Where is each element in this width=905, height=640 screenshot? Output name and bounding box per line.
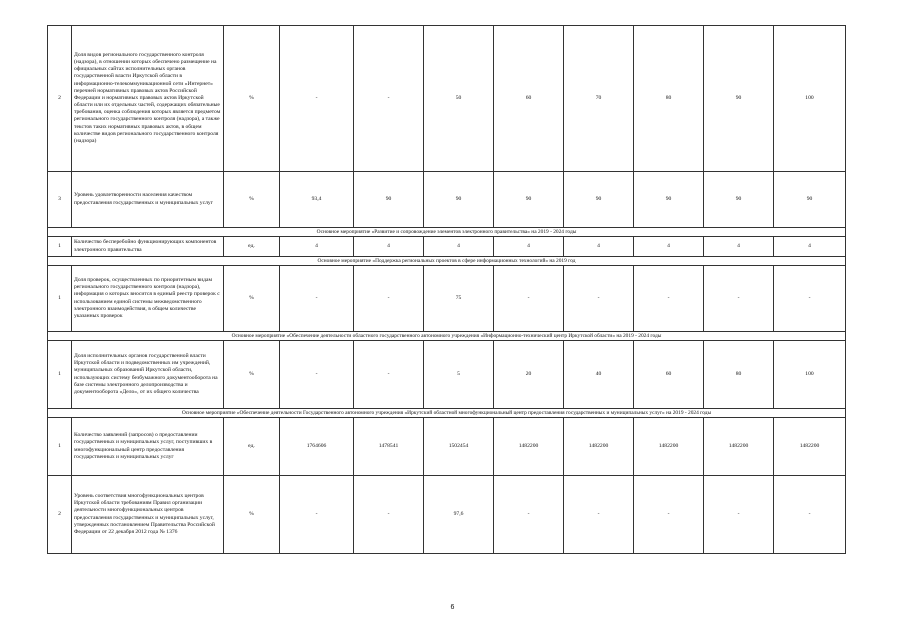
indicator-name-cell: Уровень удовлетворенности населения качеством предоставления государственных и муниципальных услуг [72, 172, 224, 228]
value-cell: 50 [424, 26, 494, 172]
value-cell: 100 [774, 26, 846, 172]
value-cell: 97,6 [424, 476, 494, 554]
table-row [48, 172, 846, 228]
value-cell: 1478541 [354, 418, 424, 476]
value-cell: 90 [634, 172, 704, 228]
value-cell: 5 [424, 341, 494, 409]
value-cell: - [354, 266, 424, 332]
value-cell: 90 [424, 172, 494, 228]
value-cell: 75 [424, 266, 494, 332]
value-cell: 90 [704, 26, 774, 172]
value-cell: 1482200 [774, 418, 846, 476]
value-cell: 93,4 [280, 172, 354, 228]
indicators-table [47, 25, 846, 554]
value-cell: 4 [280, 237, 354, 257]
value-cell: 60 [494, 26, 564, 172]
unit-cell: ед. [224, 418, 280, 476]
unit-cell: % [224, 341, 280, 409]
row-number-cell: 1 [48, 237, 72, 257]
section-title: Основное мероприятие «Поддержка региональных проектов в сфере информационных технологий» на 2019 год [48, 257, 846, 266]
section-header-row [48, 257, 846, 266]
value-cell: 4 [774, 237, 846, 257]
value-cell: - [634, 266, 704, 332]
section-title: Основное мероприятие «Развитие и сопровождение элементов электронного правительства» на 2019 - 2024 годы [48, 228, 846, 237]
value-cell: 1764606 [280, 418, 354, 476]
indicator-name-cell: Доля исполнительных органов государственной власти Иркутской области и подведомственных им учреждений, муниципальных образований Иркутской области, использующих систему безбумажного документооборота на базе системы электронного делопроизводства и документооборота «Дело», от их общего количества [72, 341, 224, 409]
value-cell: 70 [564, 26, 634, 172]
section-title: Основное мероприятие «Обеспечение деятельности Государственного автономного учреждения «Иркутский областной многофункциональный центр предоставления государственных и муниципальных услуг» на 2019 - 2024 годы [48, 409, 846, 418]
indicator-name-cell: Количество заявлений (запросов) о предоставлении государственных и муниципальных услуг, поступивших в многофункциональный центр предоставления государственных и муниципальных услуг [72, 418, 224, 476]
value-cell: 20 [494, 341, 564, 409]
value-cell: - [564, 266, 634, 332]
value-cell: 1482200 [634, 418, 704, 476]
unit-cell: % [224, 172, 280, 228]
value-cell: 4 [634, 237, 704, 257]
value-cell: - [704, 476, 774, 554]
unit-cell: % [224, 266, 280, 332]
indicator-name-cell: Доля видов регионального государственного контроля (надзора), в отношении которых обеспечено размещение на официальных сайтах исполнительных органов государственной власти Иркутской области в информационно-телекоммуникационной сети «Интернет» перечней нормативных правовых актов Российской Федерации и нормативных правовых актов Иркутской области или их отдельных частей, содержащих обязательные требования, оценка соблюдения которых является предметом регионального государственного контроля (надзора), а также текстов таких нормативных правовых актов, в общем количестве видов регионального государственного контроля (надзора) [72, 26, 224, 172]
value-cell: - [354, 26, 424, 172]
value-cell: 4 [564, 237, 634, 257]
table-row [48, 266, 846, 332]
table-row [48, 341, 846, 409]
value-cell: 4 [704, 237, 774, 257]
value-cell: - [774, 266, 846, 332]
table-row [48, 26, 846, 172]
value-cell: - [280, 341, 354, 409]
value-cell: 1502454 [424, 418, 494, 476]
value-cell: - [354, 341, 424, 409]
row-number-cell: 3 [48, 172, 72, 228]
value-cell: 100 [774, 341, 846, 409]
value-cell: - [774, 476, 846, 554]
row-number-cell: 1 [48, 266, 72, 332]
value-cell: 4 [424, 237, 494, 257]
indicator-name-cell: Уровень соответствия многофункциональных центров Иркутской области требованиям Правил организации деятельности многофункциональных центров предоставления государственных и муниципальных услуг, утвержденных постановлением Правительства Российской Федерации от 22 декабря 2012 года № 1376 [72, 476, 224, 554]
value-cell: 60 [634, 341, 704, 409]
row-number-cell: 1 [48, 341, 72, 409]
section-header-row [48, 332, 846, 341]
value-cell: - [564, 476, 634, 554]
page-number: 6 [450, 604, 455, 611]
value-cell: 4 [354, 237, 424, 257]
table-row [48, 237, 846, 257]
table-row [48, 418, 846, 476]
indicator-name-cell: Количество бесперебойно функционирующих компонентов электронного правительства [72, 237, 224, 257]
unit-cell: % [224, 476, 280, 554]
value-cell: 90 [704, 172, 774, 228]
value-cell: - [280, 266, 354, 332]
table-row [48, 476, 846, 554]
row-number-cell: 2 [48, 476, 72, 554]
value-cell: 80 [704, 341, 774, 409]
value-cell: - [494, 266, 564, 332]
value-cell: - [634, 476, 704, 554]
value-cell: - [704, 266, 774, 332]
section-header-row [48, 409, 846, 418]
value-cell: 4 [494, 237, 564, 257]
value-cell: 90 [774, 172, 846, 228]
value-cell: 90 [354, 172, 424, 228]
value-cell: - [494, 476, 564, 554]
unit-cell: % [224, 26, 280, 172]
value-cell: 1482200 [494, 418, 564, 476]
value-cell: - [280, 476, 354, 554]
value-cell: - [280, 26, 354, 172]
value-cell: 40 [564, 341, 634, 409]
indicator-name-cell: Доля проверок, осуществленных по приоритетным видам регионального государственного контроля (надзора), информация о которых вносится в единый реестр проверок с использованием единой системы межведомственного электронного взаимодействия, в общем количестве указанных проверок [72, 266, 224, 332]
value-cell: 80 [634, 26, 704, 172]
section-title: Основное мероприятие «Обеспечение деятельности областного государственного автономного учреждения «Информационно-технический центр Иркутской области» на 2019 - 2024 годы [48, 332, 846, 341]
value-cell: 1482200 [704, 418, 774, 476]
value-cell: 90 [564, 172, 634, 228]
row-number-cell: 1 [48, 418, 72, 476]
value-cell: 1482200 [564, 418, 634, 476]
value-cell: - [354, 476, 424, 554]
value-cell: 90 [494, 172, 564, 228]
section-header-row [48, 228, 846, 237]
unit-cell: ед. [224, 237, 280, 257]
row-number-cell: 2 [48, 26, 72, 172]
